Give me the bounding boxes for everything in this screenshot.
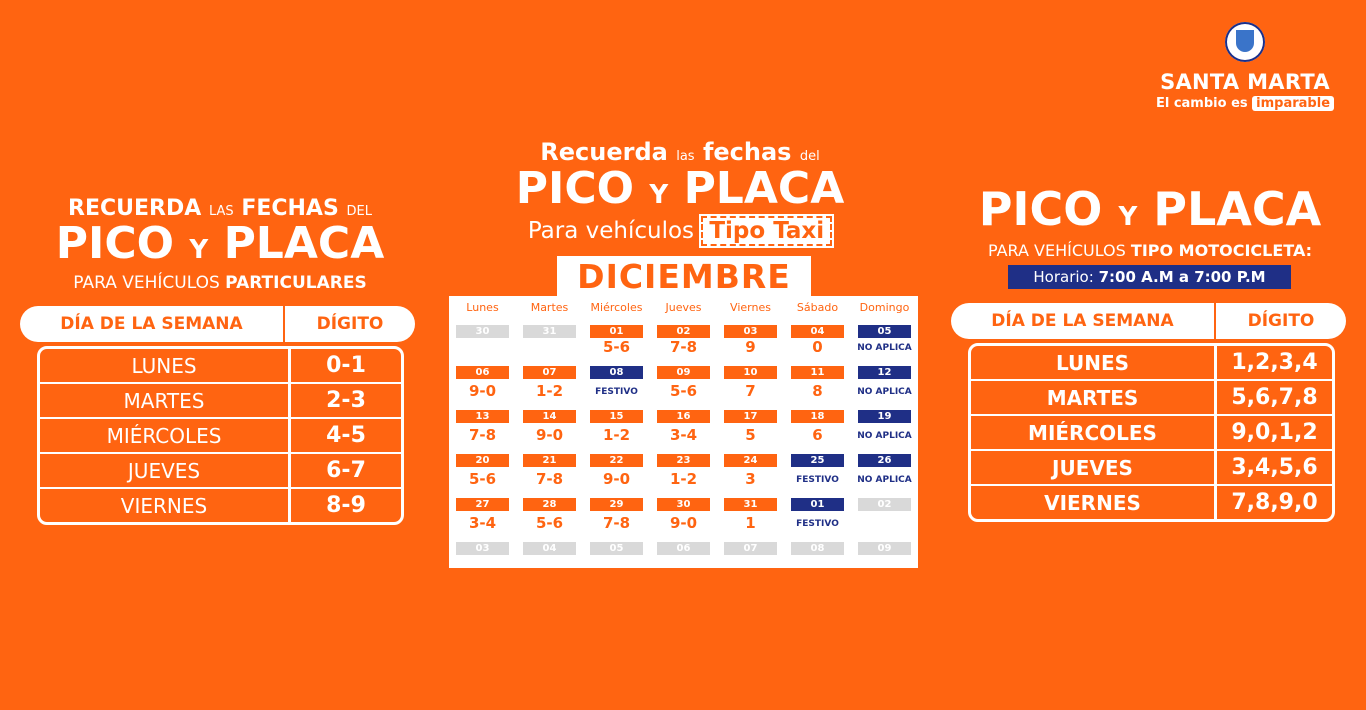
calendar-week [449,406,918,450]
day-number: 27 [456,498,509,511]
calendar-day [717,450,784,494]
mid-l2-y: Y [649,180,669,210]
mid-l1-b: las [676,149,695,164]
calendar-day [516,406,583,450]
mid-l2-b: PLACA [683,163,845,214]
calendar-week [449,362,918,406]
calendar-week [449,538,918,582]
month-label: DICIEMBRE [557,256,811,296]
calendar-day [851,450,918,494]
day-digits: 5-6 [468,470,497,488]
left-head-digit: DÍGITO [316,314,384,334]
calendar-day [650,538,717,582]
day-digits: FESTIVO [796,519,839,529]
logo-slogan [1140,96,1350,111]
day-number: 06 [456,366,509,379]
day-digits: 1-2 [602,426,631,444]
right-table [968,343,1335,522]
row-day: JUEVES [1052,455,1133,480]
day-number: 07 [523,366,576,379]
day-digits: 9-0 [669,514,698,532]
calendar-day [784,406,851,450]
calendar-day [784,318,851,362]
left-l2-a: PICO [55,218,175,269]
row-day: VIERNES [120,493,208,518]
calendar-day [851,494,918,538]
day-number: 24 [724,454,777,467]
day-number: 15 [590,410,643,423]
calendar-day [784,362,851,406]
calendar-day [516,538,583,582]
right-l2-a: PICO [978,182,1103,236]
day-number: 31 [523,325,576,338]
row-digits: 3,4,5,6 [1214,451,1332,484]
right-title-line2 [950,182,1350,241]
left-table-header [20,306,415,342]
row-day: MIÉRCOLES [1028,420,1157,445]
calendar-day [851,362,918,406]
row-day: LUNES [1055,350,1130,375]
day-number: 02 [657,325,710,338]
day-digits: 1-2 [669,470,698,488]
day-digits: NO APLICA [857,343,912,353]
table-row [40,384,401,419]
day-digits: NO APLICA [857,387,912,397]
calendar-day [449,362,516,406]
day-number: 09 [657,366,710,379]
weekday-label: Jueves [665,300,702,314]
row-day: MIÉRCOLES [106,423,222,448]
right-l2-y: Y [1118,202,1138,232]
row-digits: 1,2,3,4 [1214,346,1332,379]
calendar-day [583,318,650,362]
day-digits: 7-8 [669,338,698,356]
day-number: 01 [791,498,844,511]
left-l1-a: RECUERDA [68,196,202,221]
day-digits: 9-0 [602,470,631,488]
mid-title-line3 [470,218,890,244]
calendar-day [851,318,918,362]
calendar-weekdays [449,296,918,318]
table-row [40,419,401,454]
day-number: 17 [724,410,777,423]
left-table [37,346,404,525]
row-day: LUNES [131,353,197,378]
day-number: 29 [590,498,643,511]
left-head-day: DÍA DE LA SEMANA [20,306,285,342]
row-day: VIERNES [1044,490,1141,515]
mid-l2-a: PICO [515,163,635,214]
row-day: MARTES [123,388,205,413]
calendar [449,296,918,568]
table-row [971,416,1332,451]
right-head-day: DÍA DE LA SEMANA [951,303,1216,339]
day-digits: 9 [745,338,756,356]
slogan-box: imparable [1252,96,1334,111]
weekday-label: Lunes [466,300,499,314]
santa-marta-logo [1140,22,1350,132]
horario-label: Horario: [1033,268,1094,286]
day-number: 26 [858,454,911,467]
row-digits: 8-9 [288,489,401,522]
calendar-day [650,450,717,494]
right-title [950,182,1350,260]
day-number: 18 [791,410,844,423]
calendar-week [449,494,918,538]
table-row [40,454,401,489]
day-number: 16 [657,410,710,423]
row-day: MARTES [1046,385,1139,410]
day-digits: 8 [812,382,823,400]
calendar-day [449,450,516,494]
calendar-day [583,362,650,406]
weekday-label: Martes [530,300,569,314]
day-number: 28 [523,498,576,511]
day-number: 10 [724,366,777,379]
day-number: 13 [456,410,509,423]
mid-l1-d: del [799,149,820,164]
calendar-weeks [449,318,918,582]
table-row [971,451,1332,486]
day-number: 22 [590,454,643,467]
right-l2-b: PLACA [1153,182,1322,236]
weekday-label: Sábado [796,300,839,314]
day-digits: 7 [745,382,756,400]
horario-badge [1008,265,1291,289]
day-number: 08 [791,542,844,555]
row-day: JUEVES [127,458,201,483]
day-digits: 3 [745,470,756,488]
row-digits: 7,8,9,0 [1214,486,1332,519]
left-l2-b: PLACA [223,218,385,269]
day-digits: 5 [745,426,756,444]
day-digits: 9-0 [468,382,497,400]
day-number: 06 [657,542,710,555]
day-digits: NO APLICA [857,475,912,485]
calendar-day [583,494,650,538]
day-number: 31 [724,498,777,511]
logo-city: SANTA MARTA [1160,70,1330,94]
day-digits: 7-8 [535,470,564,488]
coat-of-arms-icon [1225,22,1265,62]
calendar-day [516,450,583,494]
day-number: 04 [523,542,576,555]
calendar-day [449,318,516,362]
day-digits: 3-4 [669,426,698,444]
day-digits: 5-6 [669,382,698,400]
right-head-digit: DÍGITO [1247,311,1315,331]
mid-l3-b: Tipo Taxi [701,216,832,246]
right-table-header [951,303,1346,339]
row-digits: 4-5 [288,419,401,452]
mid-l1-a: Recuerda [540,138,668,166]
day-number: 20 [456,454,509,467]
day-number: 03 [724,325,777,338]
day-number: 02 [858,498,911,511]
day-number: 25 [791,454,844,467]
horario-value: 7:00 A.M a 7:00 P.M [1098,268,1266,286]
day-digits: FESTIVO [796,475,839,485]
calendar-day [784,538,851,582]
day-digits: 1-2 [535,382,564,400]
day-number: 08 [590,366,643,379]
day-number: 23 [657,454,710,467]
day-digits: 5-6 [602,338,631,356]
day-number: 30 [657,498,710,511]
day-number: 01 [590,325,643,338]
mid-l1-c: fechas [702,138,792,166]
calendar-day [583,450,650,494]
left-l1-d: DEL [346,204,372,219]
day-digits: 7-8 [602,514,631,532]
left-l1-b: LAS [208,204,234,219]
weekday-label: Miércoles [590,300,643,314]
calendar-day [784,450,851,494]
day-number: 07 [724,542,777,555]
left-l3-b: PARTICULARES [225,273,367,293]
day-digits: 5-6 [535,514,564,532]
day-number: 04 [791,325,844,338]
calendar-day [650,362,717,406]
left-title [20,196,420,293]
day-digits: 7-8 [468,426,497,444]
right-title-line3 [950,241,1350,260]
day-number: 05 [590,542,643,555]
day-digits: 9-0 [535,426,564,444]
calendar-day [516,362,583,406]
calendar-day [516,494,583,538]
mid-title-line2 [470,163,890,218]
row-digits: 5,6,7,8 [1214,381,1332,414]
slogan-prefix: El cambio es [1155,96,1248,111]
day-number: 03 [456,542,509,555]
day-digits: FESTIVO [595,387,638,397]
day-digits: 0 [812,338,823,356]
calendar-day [583,406,650,450]
calendar-day [650,318,717,362]
mid-l3-a: Para vehículos [527,218,695,244]
day-number: 14 [523,410,576,423]
day-number: 09 [858,542,911,555]
day-digits: 3-4 [468,514,497,532]
day-number: 11 [791,366,844,379]
calendar-day [784,494,851,538]
weekday-label: Viernes [730,300,771,314]
calendar-day [516,318,583,362]
calendar-day [717,494,784,538]
day-digits: 6 [812,426,823,444]
calendar-week [449,318,918,362]
day-number: 19 [858,410,911,423]
right-l3-b: TIPO MOTOCICLETA: [1130,241,1313,260]
calendar-day [717,318,784,362]
calendar-day [717,538,784,582]
calendar-day [449,494,516,538]
left-l2-y: Y [189,235,209,265]
left-l3-a: PARA VEHÍCULOS [73,273,220,293]
left-title-line2 [20,218,420,273]
calendar-day [851,538,918,582]
day-digits: NO APLICA [857,431,912,441]
calendar-day [650,406,717,450]
day-number: 21 [523,454,576,467]
calendar-day [650,494,717,538]
calendar-day [583,538,650,582]
calendar-day [851,406,918,450]
table-row [971,381,1332,416]
mid-title-line1 [470,138,890,166]
day-digits: 1 [745,514,756,532]
calendar-day [717,406,784,450]
calendar-day [449,406,516,450]
calendar-day [717,362,784,406]
day-number: 30 [456,325,509,338]
middle-title [470,138,890,244]
calendar-week [449,450,918,494]
table-row [971,346,1332,381]
weekday-label: Domingo [859,300,910,314]
day-number: 05 [858,325,911,338]
right-l3-a: PARA VEHÍCULOS [987,241,1126,260]
row-digits: 0-1 [288,349,401,382]
left-l1-c: FECHAS [241,196,339,221]
row-digits: 6-7 [288,454,401,487]
day-number: 12 [858,366,911,379]
table-row [40,349,401,384]
table-row [40,489,401,522]
row-digits: 2-3 [288,384,401,417]
left-title-line3 [20,273,420,293]
calendar-day [449,538,516,582]
row-digits: 9,0,1,2 [1214,416,1332,449]
table-row [971,486,1332,519]
